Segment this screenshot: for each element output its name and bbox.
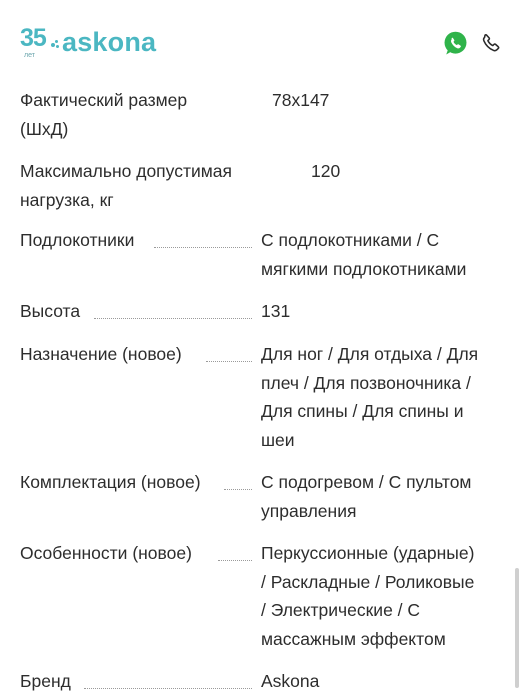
phone-icon[interactable] [480, 32, 502, 54]
dotted-leader [224, 489, 252, 490]
logo-wordmark: askona [62, 27, 157, 57]
badge-number: 35 [20, 24, 46, 52]
spec-row-armrests [20, 226, 510, 283]
spec-value: 131 [261, 301, 291, 321]
dotted-leader [94, 318, 252, 319]
spec-value: С подогревом / С пультом управления [261, 472, 472, 521]
spec-value: Askona [261, 671, 320, 691]
whatsapp-icon[interactable] [442, 30, 469, 57]
spec-value: Перкуссионные (ударные) / Раскладные / Роликовые / Электрические / С массажным эффектом [261, 543, 475, 649]
spec-value: Для ног / Для отдыха / Для плеч / Для позвоночника / Для спины / Для спины и шеи [261, 344, 479, 450]
dotted-leader [84, 688, 252, 689]
dotted-leader [154, 247, 252, 248]
spec-row-features [20, 539, 510, 653]
dotted-leader [206, 361, 252, 362]
spec-row-equipment [20, 468, 510, 525]
scrollbar-thumb[interactable] [515, 568, 519, 688]
dotted-leader [218, 560, 252, 561]
spec-name: Высота [20, 297, 86, 326]
spec-name: Особенности (новое) [20, 539, 198, 568]
spec-name: Комплектация (новое) [20, 468, 207, 497]
spec-name: Максимально допустимая нагрузка, кг [20, 157, 238, 214]
spec-name: Подлокотники [20, 226, 140, 255]
spec-value: 78x147 [272, 90, 330, 110]
spec-name: Фактический размер (ШхД) [20, 86, 193, 143]
spec-row-actual-size [20, 86, 510, 143]
spec-row-max-load [20, 157, 510, 214]
spec-value: С подлокотниками / С мягкими подлокотниками [261, 230, 467, 279]
spec-row-brand [20, 667, 510, 696]
spec-name: Бренд [20, 667, 77, 696]
app-header [0, 0, 523, 86]
anniversary-badge [20, 26, 58, 60]
askona-logo[interactable] [20, 26, 156, 62]
badge-dots-icon [51, 40, 59, 48]
spec-name: Назначение (новое) [20, 340, 188, 369]
spec-row-purpose [20, 340, 510, 454]
spec-row-height [20, 297, 510, 326]
spec-value: 120 [311, 161, 341, 181]
badge-subtext: лет [24, 52, 35, 59]
